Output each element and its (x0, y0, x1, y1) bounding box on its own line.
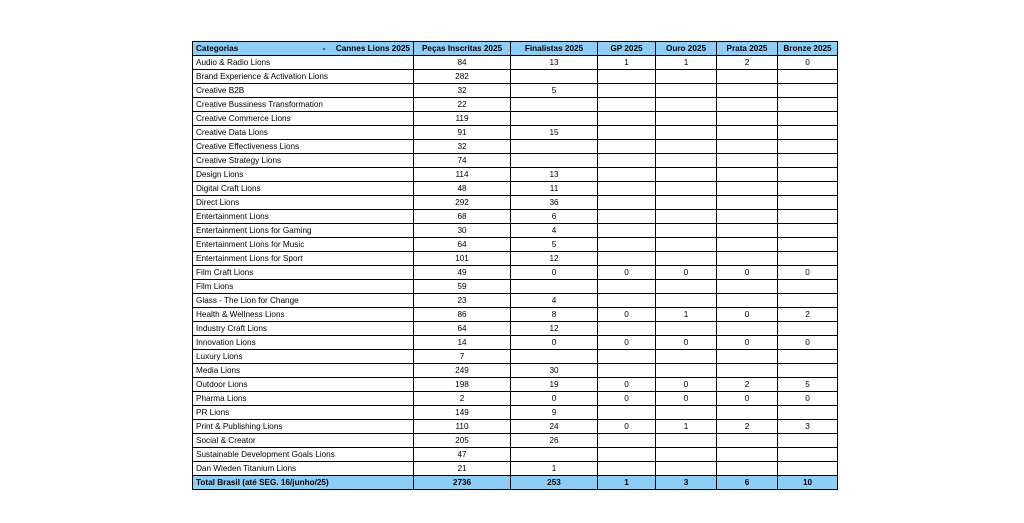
cell-gold (656, 280, 717, 294)
cell-finalists: 11 (511, 182, 598, 196)
cell-silver (717, 448, 778, 462)
table-row (193, 210, 838, 224)
cell-gold (656, 98, 717, 112)
table-row (193, 140, 838, 154)
cell-category: Innovation Lions (193, 336, 414, 350)
table-row (193, 406, 838, 420)
cell-category: Digital Craft Lions (193, 182, 414, 196)
cell-gp: 0 (598, 266, 656, 280)
table-row (193, 196, 838, 210)
cell-bronze (778, 280, 838, 294)
total-entries: 2736 (414, 476, 511, 490)
cell-entries: 21 (414, 462, 511, 476)
cell-category: Creative Commerce Lions (193, 112, 414, 126)
cell-silver (717, 84, 778, 98)
cell-category: Creative B2B (193, 84, 414, 98)
cell-category: Pharma Lions (193, 392, 414, 406)
cell-entries: 114 (414, 168, 511, 182)
cell-silver (717, 168, 778, 182)
cell-finalists: 13 (511, 56, 598, 70)
cell-silver (717, 210, 778, 224)
cell-bronze (778, 210, 838, 224)
cell-bronze (778, 70, 838, 84)
cell-entries: 198 (414, 378, 511, 392)
cell-entries: 74 (414, 154, 511, 168)
cell-bronze (778, 294, 838, 308)
cell-finalists: 36 (511, 196, 598, 210)
cell-category: Entertainment Lions for Gaming (193, 224, 414, 238)
cell-gp: 1 (598, 56, 656, 70)
cell-gp (598, 434, 656, 448)
total-bronze: 10 (778, 476, 838, 490)
cell-gp (598, 294, 656, 308)
cell-category: PR Lions (193, 406, 414, 420)
cell-gold (656, 224, 717, 238)
cell-gp (598, 98, 656, 112)
table-row (193, 182, 838, 196)
table-row (193, 336, 838, 350)
cell-gold (656, 154, 717, 168)
cell-category: Print & Publishing Lions (193, 420, 414, 434)
cell-silver (717, 70, 778, 84)
cell-silver (717, 126, 778, 140)
cell-gp (598, 70, 656, 84)
cell-entries: 282 (414, 70, 511, 84)
cell-entries: 64 (414, 238, 511, 252)
cell-gold (656, 140, 717, 154)
cell-bronze (778, 448, 838, 462)
cell-entries: 64 (414, 322, 511, 336)
cell-finalists: 26 (511, 434, 598, 448)
cell-finalists (511, 448, 598, 462)
cell-gold: 0 (656, 266, 717, 280)
cell-finalists: 8 (511, 308, 598, 322)
cell-category: Film Craft Lions (193, 266, 414, 280)
table-row (193, 112, 838, 126)
cell-silver (717, 322, 778, 336)
cell-finalists (511, 140, 598, 154)
cell-gold (656, 168, 717, 182)
cell-finalists (511, 154, 598, 168)
cell-entries: 110 (414, 420, 511, 434)
cell-entries: 22 (414, 98, 511, 112)
cell-finalists: 4 (511, 294, 598, 308)
cell-entries: 47 (414, 448, 511, 462)
cell-gold: 0 (656, 378, 717, 392)
cell-entries: 2 (414, 392, 511, 406)
cell-entries: 23 (414, 294, 511, 308)
cell-category: Creative Data Lions (193, 126, 414, 140)
cell-silver (717, 462, 778, 476)
cell-bronze (778, 140, 838, 154)
cell-silver (717, 140, 778, 154)
cell-gp (598, 196, 656, 210)
header-category (193, 42, 414, 56)
cell-silver: 2 (717, 420, 778, 434)
table-row (193, 462, 838, 476)
table-row (193, 252, 838, 266)
cell-bronze (778, 154, 838, 168)
cell-gp (598, 350, 656, 364)
cell-bronze (778, 224, 838, 238)
table-row (193, 322, 838, 336)
cell-silver (717, 196, 778, 210)
cell-category: Creative Strategy Lions (193, 154, 414, 168)
cell-category: Entertainment Lions (193, 210, 414, 224)
cell-gp (598, 252, 656, 266)
cell-gp (598, 182, 656, 196)
header-entries: Peças Inscritas 2025 (414, 42, 511, 56)
cell-bronze (778, 406, 838, 420)
cell-category: Entertainment Lions for Music (193, 238, 414, 252)
cell-bronze: 3 (778, 420, 838, 434)
cell-entries: 32 (414, 140, 511, 154)
header-edition: Cannes Lions 2025 (335, 44, 410, 53)
cell-finalists: 12 (511, 252, 598, 266)
table-body (193, 56, 838, 476)
cell-entries: 292 (414, 196, 511, 210)
cell-bronze (778, 98, 838, 112)
table-row (193, 364, 838, 378)
cell-gp (598, 238, 656, 252)
table-row (193, 434, 838, 448)
cell-finalists: 15 (511, 126, 598, 140)
table-row (193, 378, 838, 392)
total-finalists: 253 (511, 476, 598, 490)
cell-gold (656, 196, 717, 210)
header-gold: Ouro 2025 (656, 42, 717, 56)
cell-gp (598, 224, 656, 238)
cell-gold (656, 182, 717, 196)
cell-gold (656, 448, 717, 462)
cell-entries: 32 (414, 84, 511, 98)
cell-gold (656, 252, 717, 266)
cell-gold (656, 238, 717, 252)
cell-gp: 0 (598, 392, 656, 406)
table-row (193, 350, 838, 364)
header-silver: Prata 2025 (717, 42, 778, 56)
cell-gold (656, 112, 717, 126)
cell-gold (656, 126, 717, 140)
cell-entries: 101 (414, 252, 511, 266)
cell-gold (656, 364, 717, 378)
cell-silver: 0 (717, 266, 778, 280)
cell-category: Social & Creator (193, 434, 414, 448)
cell-silver (717, 112, 778, 126)
cell-bronze (778, 462, 838, 476)
cell-silver (717, 238, 778, 252)
header-gp: GP 2025 (598, 42, 656, 56)
cell-gold (656, 210, 717, 224)
cell-entries: 84 (414, 56, 511, 70)
cell-finalists: 0 (511, 336, 598, 350)
cell-gp (598, 126, 656, 140)
cell-bronze (778, 126, 838, 140)
cell-silver (717, 364, 778, 378)
table-row (193, 84, 838, 98)
cell-finalists: 4 (511, 224, 598, 238)
cell-entries: 119 (414, 112, 511, 126)
cannes-lions-table (192, 41, 838, 490)
cell-category: Sustainable Development Goals Lions (193, 448, 414, 462)
cell-category: Direct Lions (193, 196, 414, 210)
table-row (193, 392, 838, 406)
cell-category: Creative Effectiveness Lions (193, 140, 414, 154)
cell-gp: 0 (598, 420, 656, 434)
cell-entries: 86 (414, 308, 511, 322)
total-gold: 3 (656, 476, 717, 490)
cell-finalists (511, 280, 598, 294)
header-category-label: Categorias (196, 44, 239, 53)
cell-gp (598, 168, 656, 182)
cell-entries: 149 (414, 406, 511, 420)
cell-gold (656, 462, 717, 476)
header-row (193, 42, 838, 56)
table-row (193, 238, 838, 252)
cell-bronze (778, 364, 838, 378)
total-silver: 6 (717, 476, 778, 490)
cell-gp (598, 140, 656, 154)
cell-gold (656, 350, 717, 364)
table-row (193, 266, 838, 280)
cell-entries: 49 (414, 266, 511, 280)
cell-category: Luxury Lions (193, 350, 414, 364)
cell-finalists: 0 (511, 266, 598, 280)
cell-bronze (778, 182, 838, 196)
cell-category: Audio & Radio Lions (193, 56, 414, 70)
cell-category: Industry Craft Lions (193, 322, 414, 336)
cell-silver (717, 406, 778, 420)
cell-bronze (778, 322, 838, 336)
cell-silver (717, 350, 778, 364)
cell-category: Media Lions (193, 364, 414, 378)
header-bronze: Bronze 2025 (778, 42, 838, 56)
cell-category: Outdoor Lions (193, 378, 414, 392)
table-row (193, 168, 838, 182)
table-row (193, 126, 838, 140)
cell-finalists: 12 (511, 322, 598, 336)
table-row (193, 448, 838, 462)
cell-category: Dan Wieden Titanium Lions (193, 462, 414, 476)
cell-gp: 0 (598, 378, 656, 392)
cell-category: Glass - The Lion for Change (193, 294, 414, 308)
cell-gp (598, 406, 656, 420)
cell-finalists: 13 (511, 168, 598, 182)
cell-finalists (511, 112, 598, 126)
cell-finalists: 1 (511, 462, 598, 476)
cell-bronze (778, 350, 838, 364)
header-finalists: Finalistas 2025 (511, 42, 598, 56)
cell-bronze (778, 84, 838, 98)
table-row (193, 70, 838, 84)
cell-entries: 205 (414, 434, 511, 448)
cell-gp: 0 (598, 308, 656, 322)
cell-gold (656, 434, 717, 448)
cell-finalists: 0 (511, 392, 598, 406)
total-gp: 1 (598, 476, 656, 490)
cell-silver: 0 (717, 392, 778, 406)
cell-silver (717, 98, 778, 112)
table-row (193, 224, 838, 238)
cell-silver (717, 434, 778, 448)
cell-finalists (511, 350, 598, 364)
cell-entries: 91 (414, 126, 511, 140)
cell-gp (598, 462, 656, 476)
cell-gold (656, 70, 717, 84)
cell-entries: 59 (414, 280, 511, 294)
cell-bronze (778, 238, 838, 252)
cell-gp (598, 280, 656, 294)
cell-bronze: 0 (778, 56, 838, 70)
cell-gold (656, 84, 717, 98)
cell-silver (717, 154, 778, 168)
cell-category: Design Lions (193, 168, 414, 182)
cell-silver (717, 280, 778, 294)
table-row (193, 98, 838, 112)
cell-entries: 249 (414, 364, 511, 378)
cell-gp (598, 112, 656, 126)
cell-finalists: 9 (511, 406, 598, 420)
table-row (193, 294, 838, 308)
cell-gp (598, 322, 656, 336)
cell-entries: 30 (414, 224, 511, 238)
cell-bronze: 0 (778, 266, 838, 280)
cell-finalists: 5 (511, 238, 598, 252)
cell-category: Entertainment Lions for Sport (193, 252, 414, 266)
cell-bronze: 2 (778, 308, 838, 322)
cell-gp: 0 (598, 336, 656, 350)
table-row (193, 56, 838, 70)
total-label: Total Brasil (até SEG. 16/junho/25) (193, 476, 414, 490)
header-dash: - (322, 44, 326, 53)
cell-finalists (511, 70, 598, 84)
cell-bronze (778, 196, 838, 210)
cell-category: Creative Bussiness Transformation (193, 98, 414, 112)
cell-gp (598, 448, 656, 462)
cell-gold (656, 322, 717, 336)
cell-silver (717, 294, 778, 308)
cell-entries: 7 (414, 350, 511, 364)
cell-bronze: 0 (778, 392, 838, 406)
cell-gp (598, 84, 656, 98)
cell-gold: 1 (656, 308, 717, 322)
cell-finalists: 24 (511, 420, 598, 434)
cell-entries: 14 (414, 336, 511, 350)
cell-gold: 1 (656, 420, 717, 434)
cell-gold (656, 294, 717, 308)
cell-bronze: 0 (778, 336, 838, 350)
table-row (193, 308, 838, 322)
cell-gp (598, 154, 656, 168)
cell-silver: 0 (717, 308, 778, 322)
cell-silver: 2 (717, 56, 778, 70)
cell-bronze (778, 434, 838, 448)
cell-category: Health & Wellness Lions (193, 308, 414, 322)
cell-bronze: 5 (778, 378, 838, 392)
cell-finalists: 19 (511, 378, 598, 392)
cell-silver (717, 252, 778, 266)
table-row (193, 420, 838, 434)
cell-entries: 48 (414, 182, 511, 196)
cell-gold: 1 (656, 56, 717, 70)
cell-bronze (778, 112, 838, 126)
cell-finalists (511, 98, 598, 112)
cell-gp (598, 210, 656, 224)
total-row (193, 476, 838, 490)
cell-finalists: 5 (511, 84, 598, 98)
cell-gp (598, 364, 656, 378)
cell-silver: 2 (717, 378, 778, 392)
cell-silver (717, 224, 778, 238)
cell-category: Film Lions (193, 280, 414, 294)
cell-bronze (778, 252, 838, 266)
cell-category: Brand Experience & Activation Lions (193, 70, 414, 84)
cell-gold: 0 (656, 336, 717, 350)
cell-finalists: 30 (511, 364, 598, 378)
table-row (193, 154, 838, 168)
cell-silver (717, 182, 778, 196)
cell-finalists: 6 (511, 210, 598, 224)
table-row (193, 280, 838, 294)
cell-entries: 68 (414, 210, 511, 224)
cell-bronze (778, 168, 838, 182)
cell-gold (656, 406, 717, 420)
cell-silver: 0 (717, 336, 778, 350)
cell-gold: 0 (656, 392, 717, 406)
